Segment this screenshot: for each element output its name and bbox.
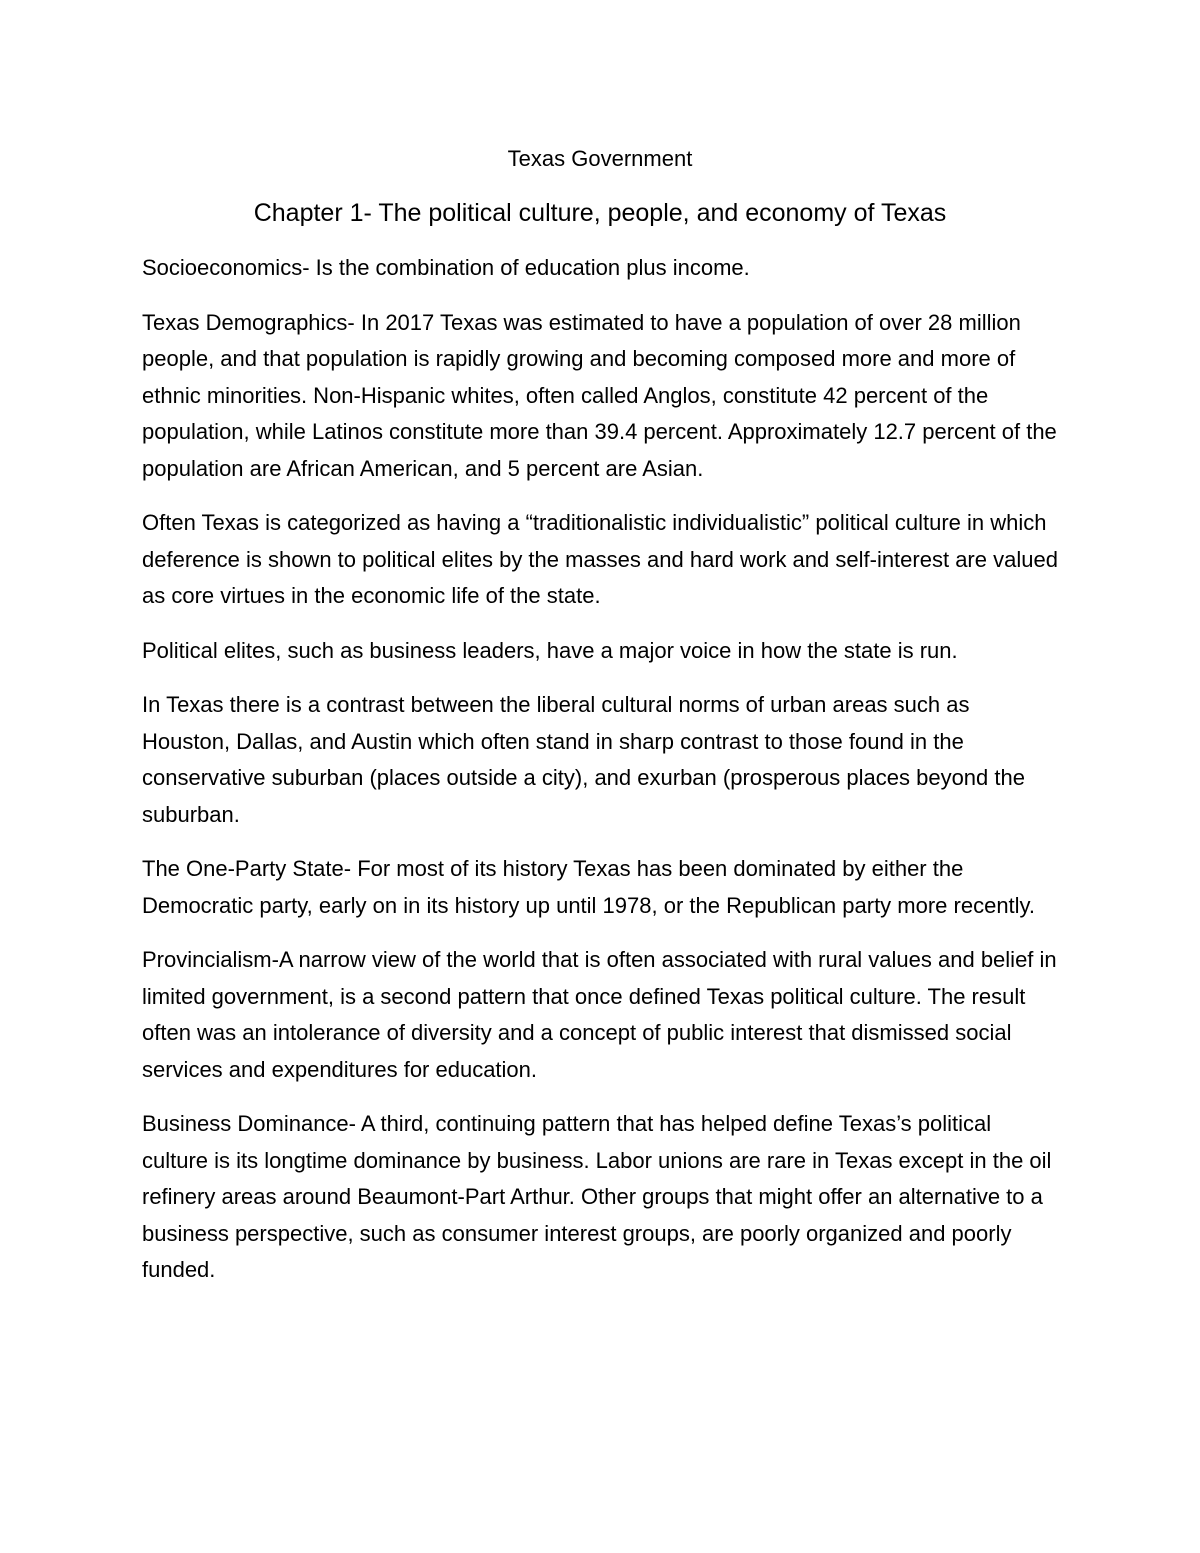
paragraph-urban-contrast: In Texas there is a contrast between the liberal cultural norms of urban areas such as Houston, Dallas, and Austin which often stand in sharp contrast to those found in the conservative suburban (places outside a city), and exurban (prosperous places beyond the suburban. bbox=[142, 692, 1025, 827]
paragraph-demographics: Texas Demographics- In 2017 Texas was estimated to have a population of over 28 million people, and that population is rapidly growing and becoming composed more and more of ethnic minorities. Non-Hispanic whites, often called Anglos, constitute 42 percent of the population, while Latinos constitute more than 39.4 percent. Approximately 12.7 percent of the population are African American, and 5 percent are Asian. bbox=[142, 309, 1057, 481]
document-header: Texas Government bbox=[507, 146, 693, 171]
paragraph-political-culture: Often Texas is categorized as having a “traditionalistic individualistic” political culture in which deference is shown to political elites by the masses and hard work and self-interest are valued as core virtues in the economic life of the state. bbox=[142, 510, 1058, 608]
chapter-title: Chapter 1- The political culture, people, and economy of Texas bbox=[253, 199, 947, 227]
paragraph-socioeconomics: Socioeconomics- Is the combination of education plus income. bbox=[142, 255, 750, 280]
paragraph-business-dominance: Business Dominance- A third, continuing pattern that has helped define Texas’s political culture is its longtime dominance by business. Labor unions are rare in Texas except in the oil refinery areas around Beaumont-Part Arthur. Other groups that might offer an alternative to a business perspective, such as consumer interest groups, are poorly organized and poorly funded. bbox=[142, 1111, 1052, 1282]
paragraph-political-elites: Political elites, such as business leaders, have a major voice in how the state is run. bbox=[142, 637, 958, 663]
paragraph-provincialism: Provincialism-A narrow view of the world that is often associated with rural values and belief in limited government, is a second pattern that once defined Texas political culture. The result often was an intolerance of diversity and a concept of public interest that dismissed social services and expenditures for education. bbox=[142, 947, 1057, 1082]
paragraph-one-party-state: The One-Party State- For most of its history Texas has been dominated by either the Democratic party, early on in its history up until 1978, or the Republican party more recently. bbox=[142, 856, 1036, 918]
document-body bbox=[142, 250, 1062, 1307]
